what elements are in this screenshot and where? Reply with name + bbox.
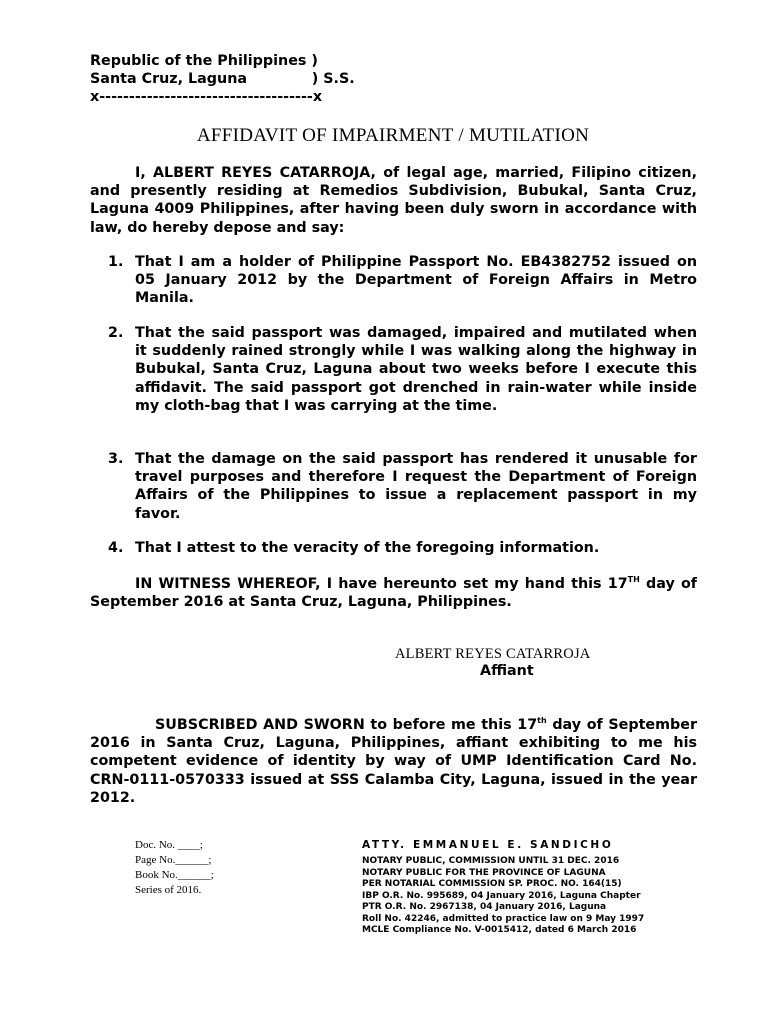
notary-line: NOTARY PUBLIC FOR THE PROVINCE OF LAGUNA [362,867,606,878]
jurat-text: SUBSCRIBED AND SWORN to before me this 17 [155,717,538,733]
list-item-number: 4. [108,540,124,556]
notary-line: PTR O.R. No. 2967138, 04 January 2016, Laguna [362,902,607,912]
affiant-role: Affiant [480,663,534,679]
doc-entry-block [135,838,214,898]
list-item-text: That I attest to the veracity of the foregoing information. [135,540,600,556]
book-no-line: Book No.______; [135,869,214,881]
doc-no-line: Doc. No. ____; [135,839,203,851]
witness-text: IN WITNESS WHEREOF, I have hereunto set my hand this 17 [135,576,628,592]
notary-line: PER NOTARIAL COMMISSION SP. PROC. NO. 164(15) [362,879,622,889]
list-item [108,539,697,557]
list-item-number: 3. [108,451,124,467]
list-item-number: 2. [108,325,124,341]
venue-separator: x------------------------------------x [90,89,323,105]
document-title: AFFIDAVIT OF IMPAIRMENT / MUTILATION [196,125,590,146]
jurat-ordinal: th [537,716,547,726]
venue-line-city: Santa Cruz, Laguna ) S.S. [90,71,355,87]
notary-line: IBP O.R. No. 995689, 04 January 2016, Laguna Chapter [362,890,641,901]
intro-paragraph: I, ALBERT REYES CATARROJA, of legal age, married, Filipino citizen, and presently residing at Remedios Subdivision, Bubukal, Santa Cruz, Laguna 4009 Philippines, after having been duly sworn in accordance with law, do hereby depose and say: [90,165,697,236]
notary-block [362,838,644,937]
notary-line: MCLE Compliance No. V-0015412, dated 6 March 2016 [362,925,637,935]
series-line: Series of 2016. [135,884,202,896]
list-item-text: That I am a holder of Philippine Passport No. EB4382752 issued on 05 January 2012 by the Department of Foreign Affairs in Metro Manila. [135,254,697,307]
jurat-text-cont: day of September 2016 in Santa Cruz, Laguna, Philippines, affiant exhibiting to me his competent evidence of identity by way of UMP Identification Card No. CRN-0111-0570333 issued at SSS Calamba City, Laguna, issued in the year 2012. [90,717,697,806]
witness-paragraph [90,575,697,611]
notary-name: ATTY. EMMANUEL E. SANDICHO [362,839,614,851]
jurat-paragraph [90,716,697,807]
list-item-text: That the said passport was damaged, impaired and mutilated when it suddenly rained strongly while I was walking along the highway in Bubukal, Santa Cruz, Laguna about two weeks before I execute this affidavit. The said passport got drenched in rain-water while inside my cloth-bag that I was carrying at the time. [135,325,697,414]
venue-line-republic: Republic of the Philippines ) [90,53,318,69]
list-item-number: 1. [108,254,124,270]
list-item [108,324,697,415]
list-item-text: That the damage on the said passport has rendered it unusable for travel purposes and therefore I request the Department of Foreign Affairs of the Philippines to issue a replacement passport in my favor. [135,451,697,522]
notary-line: NOTARY PUBLIC, COMMISSION UNTIL 31 DEC. 2016 [362,856,620,866]
witness-text-cont: day of September 2016 at Santa Cruz, Laguna, Philippines. [90,576,697,611]
affiant-name: ALBERT REYES CATARROJA [395,646,591,662]
list-item [108,253,697,308]
notary-line: Roll No. 42246, admitted to practice law on 9 May 1997 [362,913,645,924]
witness-ordinal: TH [627,575,640,585]
list-item [108,450,697,523]
page-no-line: Page No.______; [135,854,212,866]
